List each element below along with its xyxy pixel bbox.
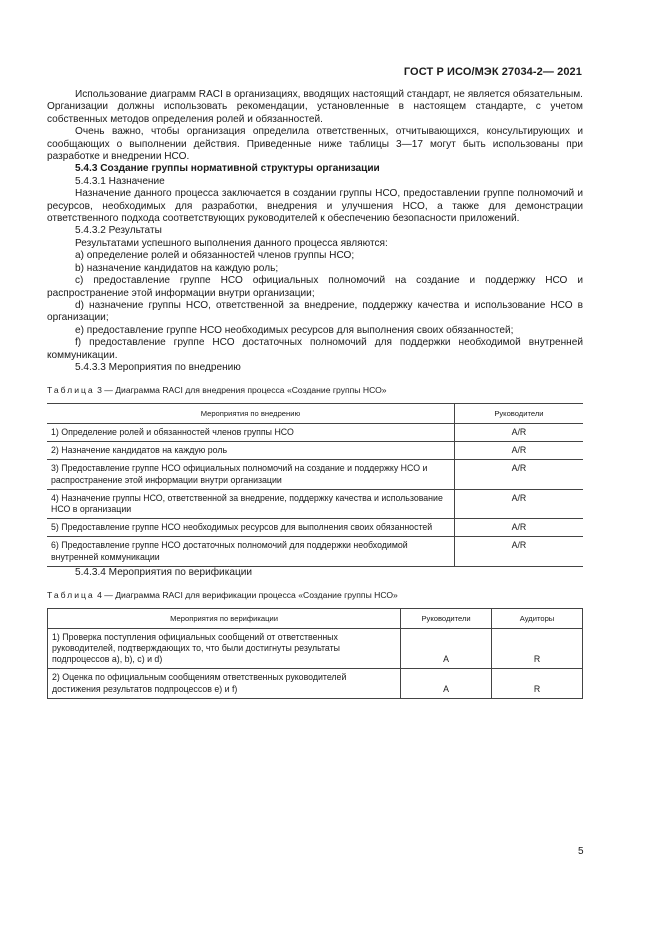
subsection-heading-5-4-3-2: 5.4.3.2 Результаты	[75, 225, 162, 237]
column-header-auditors: Аудиторы	[492, 608, 583, 628]
result-item: c) предоставление группе НСО официальных полномочий на создание и поддержку НСО и распространение этой информации внутри организации;	[47, 275, 583, 299]
table-row	[47, 442, 583, 460]
result-item: b) назначение кандидатов на каждую роль;	[75, 262, 279, 274]
result-item: a) определение ролей и обязанностей членов группы НСО;	[75, 250, 355, 262]
subsection-heading-5-4-3-3: 5.4.3.3 Мероприятия по внедрению	[75, 361, 241, 373]
raci-cell: A/R	[454, 423, 583, 441]
document-header: ГОСТ Р ИСО/МЭК 27034-2— 2021	[403, 66, 582, 78]
column-header-managers: Руководители	[401, 608, 492, 628]
raci-cell: R	[492, 628, 583, 669]
result-item: e) предоставление группе НСО необходимых ресурсов для выполнения своих обязанностей;	[75, 324, 514, 336]
result-item: d) назначение группы НСО, ответственной за внедрение, поддержку качества и использование НСО в организации;	[47, 299, 583, 324]
column-header-managers: Руководители	[454, 403, 583, 423]
column-header-activities: Мероприятия по верификации	[48, 608, 401, 628]
activity-cell: 2) Оценка по официальным сообщениям ответственных руководителей достижения результатов подпроцессов e) и f)	[48, 669, 401, 698]
table3-caption-text: 3 — Диаграмма RACI для внедрения процесса «Создание группы НСО»	[97, 385, 387, 396]
activity-cell: 4) Назначение группы НСО, ответственной за внедрение, поддержку качества и использование НСО в организации	[47, 489, 454, 518]
table-row	[47, 423, 583, 441]
activity-cell: 2) Назначение кандидатов на каждую роль	[47, 442, 454, 460]
raci-cell: A	[401, 669, 492, 698]
raci-cell: R	[492, 669, 583, 698]
raci-cell: A/R	[454, 537, 583, 566]
table-row	[48, 628, 583, 669]
table-row	[47, 519, 583, 537]
paragraph-results-intro: Результатами успешного выполнения данного процесса являются:	[75, 237, 388, 249]
table4-caption-text: 4 — Диаграмма RACI для верификации процесса «Создание группы НСО»	[97, 590, 398, 601]
table-row	[47, 537, 583, 566]
raci-table-verification	[47, 608, 583, 699]
table-header-row	[48, 608, 583, 628]
page-content	[47, 89, 583, 699]
page-number: 5	[578, 846, 584, 857]
column-header-activities: Мероприятия по внедрению	[47, 403, 454, 423]
table4-caption	[47, 589, 583, 601]
subsection-heading-5-4-3-1: 5.4.3.1 Назначение	[75, 175, 165, 187]
raci-cell: A	[401, 628, 492, 669]
paragraph-purpose: Назначение данного процесса заключается в создании группы НСО, предоставлении группе полномочий и ресурсов, необходимых для разработки, внедрения и улучшения НСО, а также для демонстрации ответственного подхода соответствующих руководителей к обеспечению безопасности приложений.	[47, 188, 583, 225]
activity-cell: 1) Определение ролей и обязанностей членов группы НСО	[47, 423, 454, 441]
raci-table-implementation	[47, 403, 583, 567]
table4-caption-label: Таблица	[47, 590, 95, 601]
activity-cell: 5) Предоставление группе НСО необходимых ресурсов для выполнения своих обязанностей	[47, 519, 454, 537]
activity-cell: 3) Предоставление группе НСО официальных полномочий на создание и поддержку НСО и распространение этой информации внутри организации	[47, 460, 454, 489]
table-header-row	[47, 403, 583, 423]
section-heading-5-4-3: 5.4.3 Создание группы нормативной структуры организации	[75, 163, 380, 175]
paragraph-responsibility: Очень важно, чтобы организация определила ответственных, отчитывающихся, консультирующих и сообщающих о выполнении действия. Приведенные ниже таблицы 3—17 могут быть использованы при разработке и внедрении НСО.	[47, 126, 583, 163]
table3-caption	[47, 384, 583, 396]
raci-cell: A/R	[454, 519, 583, 537]
raci-cell: A/R	[454, 489, 583, 518]
raci-cell: A/R	[454, 442, 583, 460]
activity-cell: 1) Проверка поступления официальных сообщений от ответственных руководителей, подтверждающих то, что были достигнуты результаты подпроцессов a), b), c) и d)	[48, 628, 401, 669]
raci-cell: A/R	[454, 460, 583, 489]
activity-cell: 6) Предоставление группе НСО достаточных полномочий для поддержки необходимой внутренней коммуникации	[47, 537, 454, 566]
subsection-heading-5-4-3-4: 5.4.3.4 Мероприятия по верификации	[75, 566, 253, 578]
paragraph-raci-usage: Использование диаграмм RACI в организациях, вводящих настоящий стандарт, не является обязательным. Организации должны использовать рекомендации, установленные в настоящем стандарте, с учетом собственных методов определения ролей и обязанностей.	[47, 89, 583, 125]
table3-caption-label: Таблица	[47, 385, 95, 396]
result-item: f) предоставление группе НСО достаточных полномочий для поддержки необходимой внутренней коммуникации.	[47, 337, 583, 361]
table-row	[47, 489, 583, 518]
table-row	[48, 669, 583, 698]
table-row	[47, 460, 583, 489]
